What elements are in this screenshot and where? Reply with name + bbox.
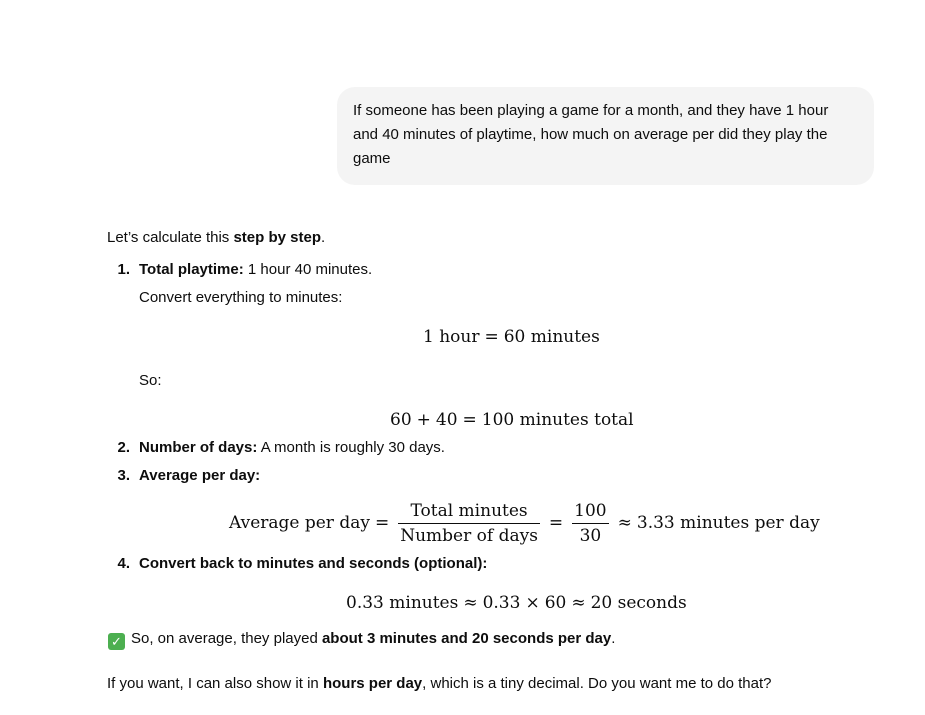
- followup-text: If you want, I can also show it in: [107, 675, 323, 692]
- step-2-number: 2.: [117, 439, 130, 456]
- followup-bold: hours per day: [322, 675, 423, 692]
- eq2-b: 40: [435, 410, 458, 430]
- eq3-equals-1: =: [374, 513, 390, 533]
- conclusion-punct: .: [611, 630, 616, 647]
- eq1-lhs: 1 hour: [423, 327, 480, 347]
- step-1-label: Total playtime:: [139, 261, 244, 278]
- eq3-equals-2: =: [548, 513, 564, 533]
- eq4-sixty: 60: [544, 593, 567, 613]
- eq1-equals: =: [484, 327, 499, 347]
- step-2-label: Number of days:: [139, 439, 258, 456]
- step-1-text: [139, 259, 372, 281]
- intro-text: Let’s calculate this: [107, 229, 234, 246]
- eq4-approx-2: ≈: [571, 593, 586, 613]
- eq2-a: 60: [390, 410, 412, 430]
- fraction-numerator-1: Total minutes: [398, 501, 540, 524]
- intro-punct: .: [321, 229, 326, 246]
- convert-text: Convert everything to minutes:: [139, 289, 343, 306]
- eq4-mid: 0.33: [482, 593, 521, 613]
- intro-paragraph: [107, 227, 325, 249]
- eq2-rhs: 100 minutes total: [481, 410, 634, 430]
- eq3-lhs: Average per day: [229, 513, 370, 533]
- step-4-label: Convert back to minutes and seconds (optional):: [139, 555, 488, 572]
- eq1-rhs: 60 minutes: [503, 327, 600, 347]
- step-3-label: Average per day:: [139, 467, 261, 484]
- fraction-numerator-2: 100: [572, 501, 608, 524]
- check-mark-icon: ✓: [108, 633, 125, 650]
- intro-bold: step by step: [233, 229, 321, 246]
- fraction-denominator-1: Number of days: [400, 526, 538, 546]
- eq3-approx: ≈: [617, 513, 632, 533]
- eq4-rhs: 20 seconds: [590, 593, 687, 613]
- step-1-number: 1.: [117, 261, 130, 278]
- user-message-text: If someone has been playing a game for a month, and they have 1 hour and 40 minutes of playtime, how much on average per did they play the game: [353, 102, 829, 167]
- conclusion-bold: about 3 minutes and 20 seconds per day: [321, 630, 612, 647]
- equation-hour-minutes: [423, 327, 600, 347]
- eq4-lhs: 0.33 minutes: [346, 593, 459, 613]
- followup-rest: , which is a tiny decimal. Do you want me to do that?: [422, 675, 772, 692]
- so-text: So:: [139, 372, 162, 389]
- fraction-100-over-30: [572, 501, 608, 546]
- step-3-text: [139, 465, 260, 487]
- fraction-denominator-2: 30: [579, 526, 602, 546]
- followup-question: [107, 673, 772, 695]
- step-4-number: 4.: [117, 555, 130, 572]
- eq3-rhs: 3.33 minutes per day: [636, 513, 820, 533]
- conclusion: [108, 628, 615, 650]
- fraction-total-over-days: [398, 501, 540, 546]
- equation-seconds: [346, 593, 687, 613]
- equation-total: [390, 410, 634, 430]
- step-2-text: [139, 437, 445, 459]
- eq4-approx-1: ≈: [463, 593, 478, 613]
- eq2-plus: +: [416, 410, 431, 430]
- step-2-detail: A month is roughly 30 days.: [257, 439, 445, 456]
- eq4-times: ×: [525, 593, 540, 613]
- step-4-text: [139, 553, 487, 575]
- step-3-number: 3.: [117, 467, 130, 484]
- equation-average: [229, 501, 820, 546]
- user-message-bubble: [337, 87, 874, 185]
- conclusion-text: So, on average, they played: [131, 630, 322, 647]
- eq2-equals: =: [462, 410, 477, 430]
- step-1-detail: 1 hour 40 minutes.: [243, 261, 373, 278]
